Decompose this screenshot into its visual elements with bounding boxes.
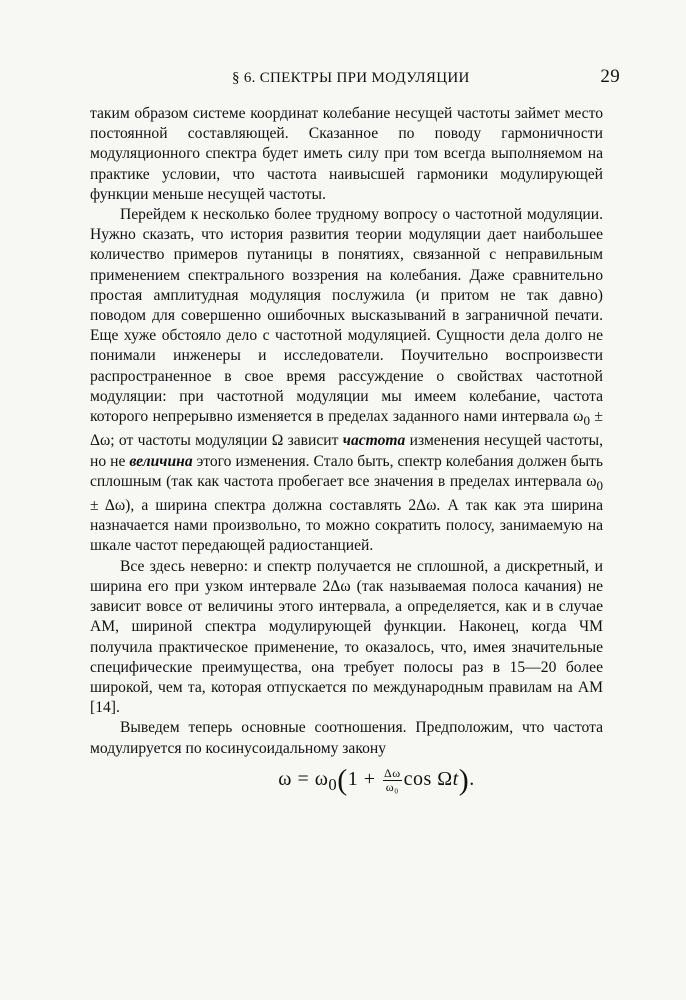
paragraph-1: таким образом системе координат колебание несущей частоты займет место постоянной составляющей. Сказанное по поводу гармоничности модуляционного спектра будет иметь силу при том всегда выполняемом на практике условии, что частота наивысшей гармоники модулирующей функции меньше несущей частоты.	[90, 105, 603, 203]
formula-period: .	[469, 767, 475, 790]
formula-sub0: 0	[328, 774, 338, 794]
paragraph-2-part-c: изменения несущей частоты, но не	[90, 432, 603, 470]
formula-one-plus: 1 +	[347, 767, 381, 790]
formula-open-paren: (	[337, 763, 348, 797]
page-number: 29	[600, 66, 620, 87]
emphasis-velichina: величина	[129, 452, 193, 470]
paragraph-4: Выведем теперь основные соотношения. Предположим, что частота модулируется по косинусоидальному закону	[90, 719, 603, 757]
paragraph-2-part-b: ± Δω; от частоты модуляции Ω зависит	[90, 408, 603, 450]
formula-frequency-modulation	[90, 763, 603, 797]
formula-cos: cos Ω	[403, 767, 453, 790]
formula-fraction	[383, 767, 402, 794]
subscript-zero: 0	[596, 477, 603, 493]
body-text	[90, 104, 603, 795]
paragraph-2-part-a: Перейдем к несколько более трудному вопросу о частотной модуляции. Нужно сказать, что история развития теории модуляции дает наибольшее количество примеров путаницы в понятиях, связанной с неправильным применением спектрального воззрения на колебания. Даже сравнительно простая амплитудная модуляция послужила (и притом не так давно) поводом для совершенно ошибочных высказываний в заграничной печати. Еще хуже обстояло дело с частотной модуляцией. Сущности дела долго не понимали инженеры и исследователи. Поучительно воспроизвести распространенное в свое время рассуждение о свойствах частотной модуляции: при частотной модуляции мы имеем колебание, частота которого непрерывно изменяется в пределах заданного нами интервала ω	[90, 206, 603, 426]
formula-denominator: ω₀	[385, 779, 399, 794]
paragraph-2-part-e: ± Δω), а ширина спектра должна составлять 2Δω. А так как эта ширина назначается нами произвольно, то можно сократить полосу, занимаемую на шкале частот передающей радиостанцией.	[90, 497, 603, 555]
paragraph-2	[90, 205, 603, 557]
formula-lhs: ω = ω	[278, 767, 329, 790]
formula-close-paren: )	[458, 763, 470, 797]
paragraph-3: Все здесь неверно: и спектр получается не сплошной, а дискретный, и ширина его при узком интервале 2Δω (так называемая полоса качания) не зависит вовсе от величины этого интервала, а определяется, как и в случае АМ, шириной спектра модулирующей функции. Наконец, когда ЧМ получила практическое применение, то оказалось, что, имея значительные специфические преимущества, она требует полосы раз в 15—20 более широкой, чем та, которая отпускается по международным правилам на АМ [14].	[90, 557, 603, 717]
running-header	[232, 66, 620, 88]
section-title: § 6. СПЕКТРЫ ПРИ МОДУЛЯЦИИ	[232, 70, 470, 86]
formula-numerator: Δω	[384, 765, 401, 780]
emphasis-chastota: частота	[342, 432, 406, 450]
subscript-zero: 0	[583, 413, 590, 429]
paragraph-2-part-d: этого изменения. Стало быть, спектр колебания должен быть сплошным (так как частота пробегает все значения в пределах интервала ω	[90, 452, 603, 490]
formula-t: t	[452, 767, 459, 790]
